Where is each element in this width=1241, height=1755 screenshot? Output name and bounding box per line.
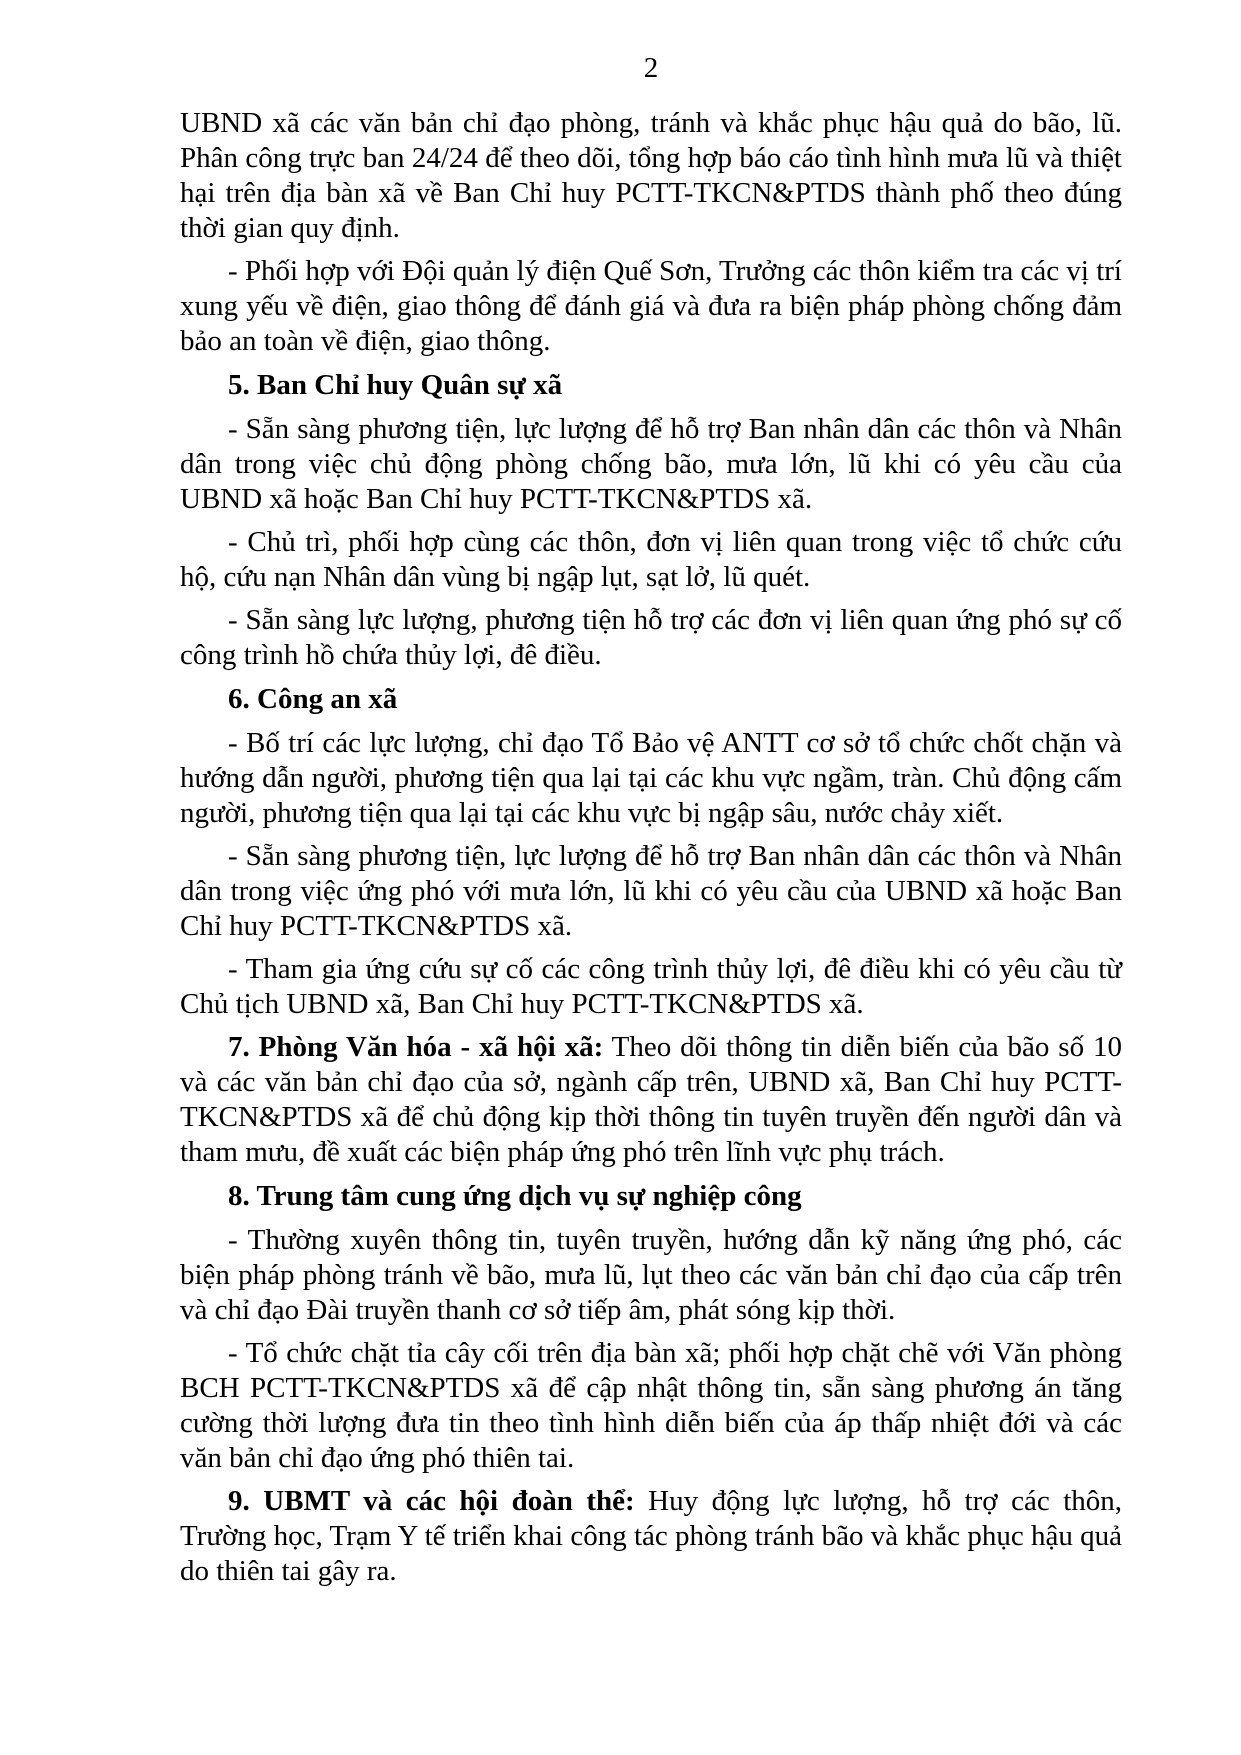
paragraph: - Phối hợp với Đội quản lý điện Quế Sơn, Trưởng các thôn kiểm tra các vị trí xung yếu về điện, giao thông để đánh giá và đưa ra biện pháp phòng chống đảm bảo an toàn về điện, giao thông. (180, 255, 1122, 357)
paragraph: - Tham gia ứng cứu sự cố các công trình thủy lợi, đê điều khi có yêu cầu từ Chủ tịch UBND xã, Ban Chỉ huy PCTT-TKCN&PTDS xã. (180, 953, 1122, 1020)
paragraph: - Sẵn sàng lực lượng, phương tiện hỗ trợ các đơn vị liên quan ứng phó sự cố công trình hồ chứa thủy lợi, đê điều. (180, 604, 1122, 671)
paragraph: - Chủ trì, phối hợp cùng các thôn, đơn vị liên quan trong việc tổ chức cứu hộ, cứu nạn Nhân dân vùng bị ngập lụt, sạt lở, lũ quét. (180, 526, 1122, 593)
section-heading: 8. Trung tâm cung ứng dịch vụ sự nghiệp công (228, 1180, 802, 1212)
document-body (180, 106, 1122, 1597)
paragraph-runin-heading: 7. Phòng Văn hóa - xã hội xã: (228, 1031, 604, 1063)
paragraph: 9. UBMT và các hội đoàn thể: Huy động lực lượng, hỗ trợ các thôn, Trường học, Trạm Y tế triển khai công tác phòng tránh bão và khắc phục hậu quả do thiên tai gây ra. (180, 1485, 1123, 1587)
paragraph: 7. Phòng Văn hóa - xã hội xã: Theo dõi thông tin diễn biến của bão số 10 và các văn bản chỉ đạo của sở, ngành cấp trên, UBND xã, Ban Chỉ huy PCTT-TKCN&PTDS xã để chủ động kịp thời thông tin tuyên truyền đến người dân và tham mưu, đề xuất các biện pháp ứng phó trên lĩnh vực phụ trách. (180, 1031, 1122, 1168)
section-heading: 5. Ban Chỉ huy Quân sự xã (228, 369, 563, 401)
paragraph: - Sẵn sàng phương tiện, lực lượng để hỗ trợ Ban nhân dân các thôn và Nhân dân trong việc chủ động phòng chống bão, mưa lớn, lũ khi có yêu cầu của UBND xã hoặc Ban Chỉ huy PCTT-TKCN&PTDS xã. (180, 413, 1122, 515)
paragraph: - Tổ chức chặt tỉa cây cối trên địa bàn xã; phối hợp chặt chẽ với Văn phòng BCH PCTT-TKCN&PTDS xã để cập nhật thông tin, sẵn sàng phương án tăng cường thời lượng đưa tin theo tình hình diễn biến của áp thấp nhiệt đới và các văn bản chỉ đạo ứng phó thiên tai. (180, 1337, 1122, 1474)
paragraph: - Sẵn sàng phương tiện, lực lượng để hỗ trợ Ban nhân dân các thôn và Nhân dân trong việc ứng phó với mưa lớn, lũ khi có yêu cầu của UBND xã hoặc Ban Chỉ huy PCTT-TKCN&PTDS xã. (180, 840, 1122, 942)
paragraph: - Thường xuyên thông tin, tuyên truyền, hướng dẫn kỹ năng ứng phó, các biện pháp phòng tránh về bão, mưa lũ, lụt theo các văn bản chỉ đạo của cấp trên và chỉ đạo Đài truyền thanh cơ sở tiếp âm, phát sóng kịp thời. (180, 1224, 1122, 1326)
section-heading: 6. Công an xã (228, 683, 398, 715)
paragraph: UBND xã các văn bản chỉ đạo phòng, tránh và khắc phục hậu quả do bão, lũ. Phân công trực ban 24/24 để theo dõi, tổng hợp báo cáo tình hình mưa lũ và thiệt hại trên địa bàn xã về Ban Chỉ huy PCTT-TKCN&PTDS thành phố theo đúng thời gian quy định. (180, 107, 1122, 244)
page-number: 2 (643, 52, 659, 84)
paragraph: - Bố trí các lực lượng, chỉ đạo Tổ Bảo vệ ANTT cơ sở tổ chức chốt chặn và hướng dẫn người, phương tiện qua lại tại các khu vực ngầm, tràn. Chủ động cấm người, phương tiện qua lại tại các khu vực bị ngập sâu, nước chảy xiết. (180, 727, 1122, 829)
paragraph-runin-heading: 9. UBMT và các hội đoàn thể: (228, 1485, 635, 1517)
